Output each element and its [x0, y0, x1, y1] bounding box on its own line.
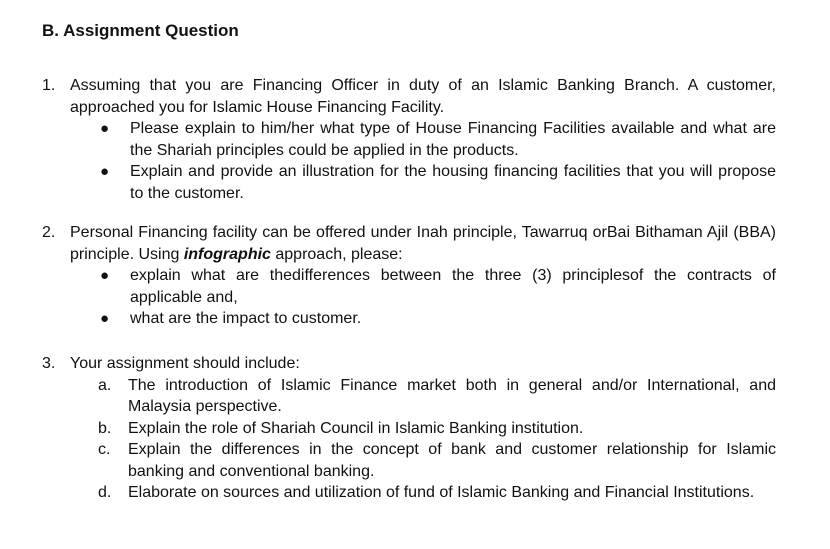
bullet-icon: ● [100, 163, 110, 180]
question-2-text-after: approach, please: [270, 245, 403, 263]
item-letter: c. [98, 441, 111, 458]
question-1-bullets [42, 118, 776, 204]
list-item [100, 118, 776, 161]
item-letter: a. [98, 376, 112, 394]
list-item [98, 439, 776, 482]
bullet-text: what are the impact to customer. [130, 310, 362, 327]
question-1-number: 1. [42, 77, 56, 94]
question-3 [42, 353, 776, 504]
bullet-icon: ● [100, 267, 110, 284]
section-heading: B. Assignment Question [42, 21, 239, 40]
question-1-text: Assuming that you are Financing Officer in duty of an Islamic Banking Branch. A customer, approached you for Islamic House Financing Facility. [70, 77, 776, 116]
question-2-row [42, 222, 776, 265]
question-2 [42, 222, 776, 330]
list-item [98, 418, 776, 440]
list-item [98, 375, 776, 418]
item-text: Explain the differences in the concept of bank and customer relationship for Islamic banking and conventional banking. [128, 441, 776, 480]
question-1-row [42, 75, 776, 118]
list-item [100, 308, 776, 330]
question-2-text [70, 222, 776, 265]
list-item [98, 482, 776, 504]
question-3-row [42, 353, 776, 375]
item-text: The introduction of Islamic Finance market both in general and/or International, and Malaysia perspective. [128, 376, 776, 415]
question-2-number: 2. [42, 224, 56, 241]
list-item [100, 161, 776, 204]
question-3-number: 3. [42, 355, 56, 372]
item-letter: d. [98, 484, 112, 501]
bullet-text: Explain and provide an illustration for the housing financing facilities that you will propose to the customer. [130, 163, 776, 202]
list-item [100, 265, 776, 308]
bullet-text: explain what are thedifferences between the three (3) principlesof the contracts of applicable and, [130, 267, 776, 306]
question-3-text: Your assignment should include: [70, 355, 300, 372]
question-2-text-before: Personal Financing facility can be offered under Inah principle, Tawarruq orBai Bithaman Ajil (BBA) principle. Using [70, 224, 776, 263]
question-3-items [42, 375, 776, 504]
bullet-text: Please explain to him/her what type of House Financing Facilities available and what are the Shariah principles could be applied in the products. [130, 120, 776, 159]
question-2-bullets [42, 265, 776, 330]
bullet-icon: ● [100, 120, 110, 137]
bullet-icon: ● [100, 310, 110, 327]
question-2-emphasis: infographic [183, 245, 271, 263]
item-letter: b. [98, 419, 112, 437]
item-text: Elaborate on sources and utilization of fund of Islamic Banking and Financial Institutions. [128, 484, 755, 501]
item-text: Explain the role of Shariah Council in Islamic Banking institution. [128, 419, 584, 437]
question-1 [42, 75, 776, 204]
